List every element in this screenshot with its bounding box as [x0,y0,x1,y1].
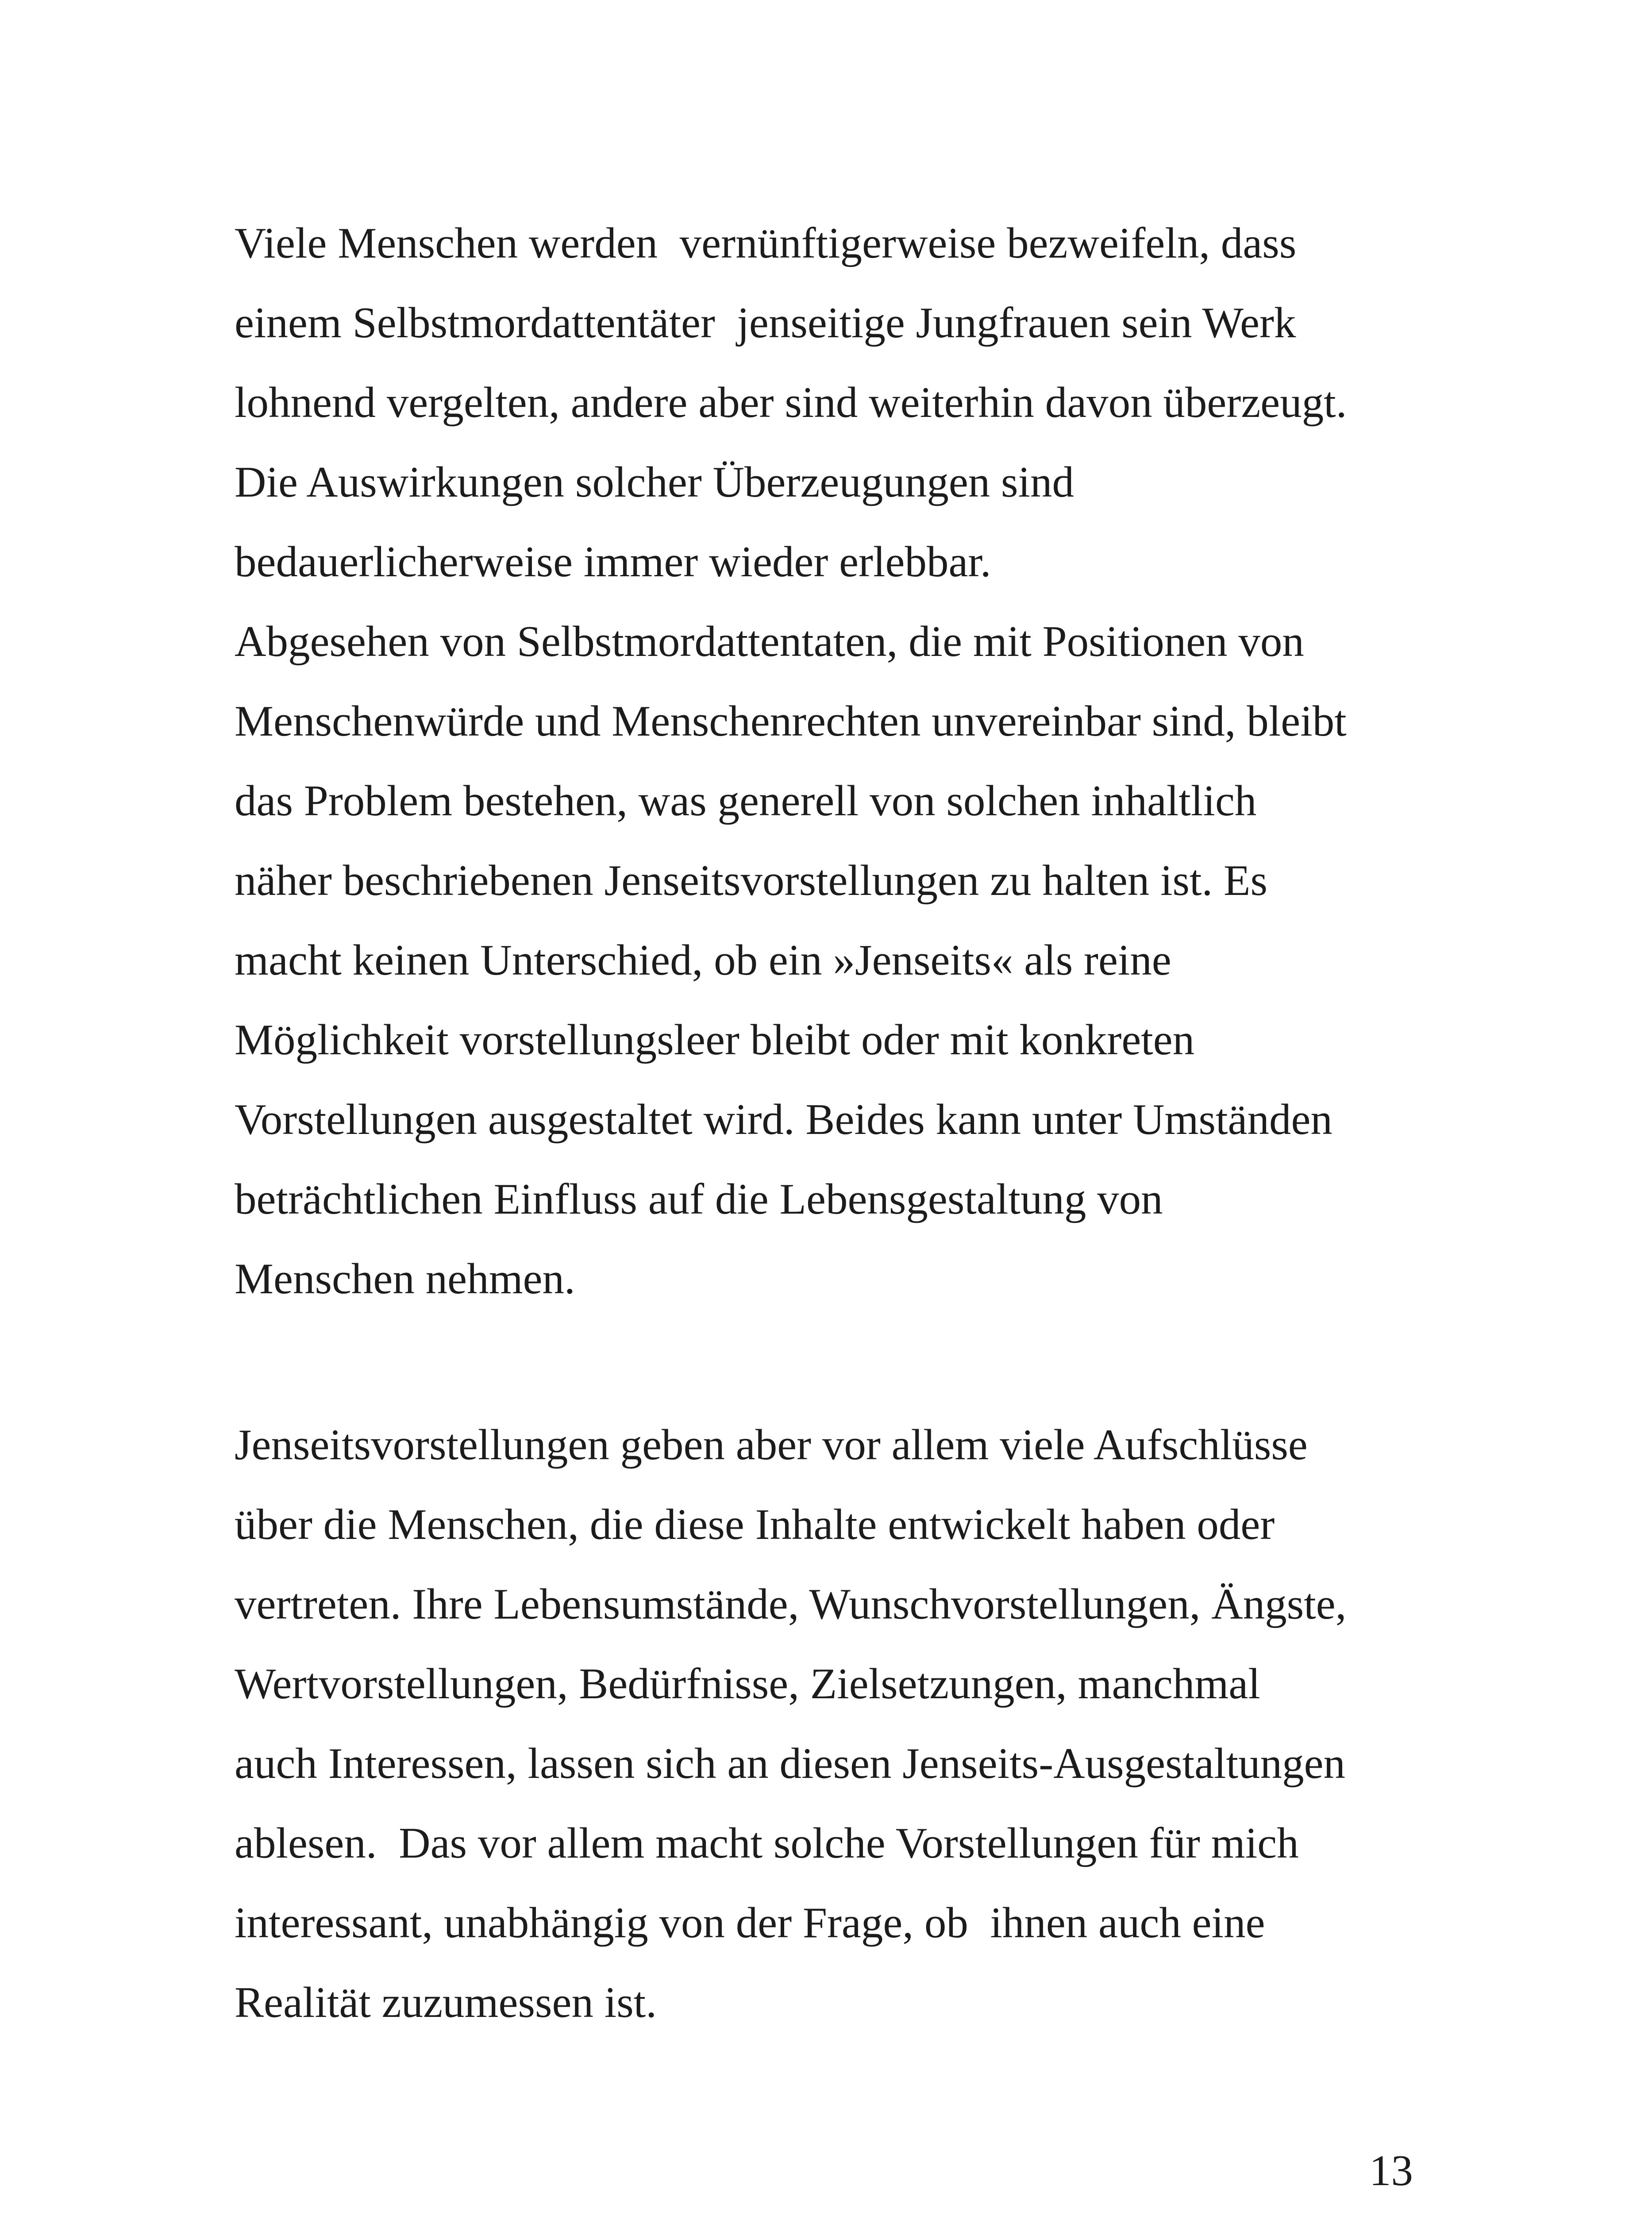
paragraph-1 [235,204,1540,1319]
text-line: über die Menschen, die diese Inhalte entwickelt haben oder [235,1500,1275,1549]
text-line: ablesen. Das vor allem macht solche Vorstellungen für mich [235,1819,1299,1867]
text-line: Jenseitsvorstellungen geben aber vor allem viele Aufschlüsse [235,1421,1308,1469]
text-line: einem Selbstmordattentäter jenseitige Jungfrauen sein Werk [235,299,1296,347]
text-line: Wertvorstellungen, Bedürfnisse, Zielsetzungen, manchmal [235,1660,1260,1708]
text-line: näher beschriebenen Jenseitsvorstellungen zu halten ist. Es [235,856,1268,905]
text-line: vertreten. Ihre Lebensumstände, Wunschvorstellungen, Ängste, [235,1580,1347,1628]
text-line: macht keinen Unterschied, ob ein »Jenseits« als reine [235,936,1171,984]
paragraph-2 [235,1405,1540,2043]
text-line: Möglichkeit vorstellungsleer bleibt oder mit konkreten [235,1016,1195,1064]
text-line: Viele Menschen werden vernünftigerweise bezweifeln, dass [235,219,1297,267]
text-line: Die Auswirkungen solcher Überzeugungen sind [235,458,1074,506]
text-line: lohnend vergelten, andere aber sind weiterhin davon überzeugt. [235,378,1347,427]
text-line: Menschen nehmen. [235,1255,575,1303]
page-number: 13 [1369,2147,1413,2195]
text-line: Realität zuzumessen ist. [235,1978,657,2027]
text-line: Abgesehen von Selbstmordattentaten, die mit Positionen von [235,617,1304,666]
text-line: auch Interessen, lassen sich an diesen Jenseits-Ausgestaltungen [235,1739,1346,1788]
text-line: bedauerlicherweise immer wieder erlebbar. [235,538,991,586]
text-line: das Problem bestehen, was generell von solchen inhaltlich [235,777,1257,825]
text-line: Menschenwürde und Menschenrechten unvereinbar sind, bleibt [235,697,1347,745]
text-line: interessant, unabhängig von der Frage, ob ihnen auch eine [235,1899,1265,1947]
text-line: Vorstellungen ausgestaltet wird. Beides kann unter Umständen [235,1095,1332,1144]
text-line: beträchtlichen Einfluss auf die Lebensgestaltung von [235,1175,1163,1223]
